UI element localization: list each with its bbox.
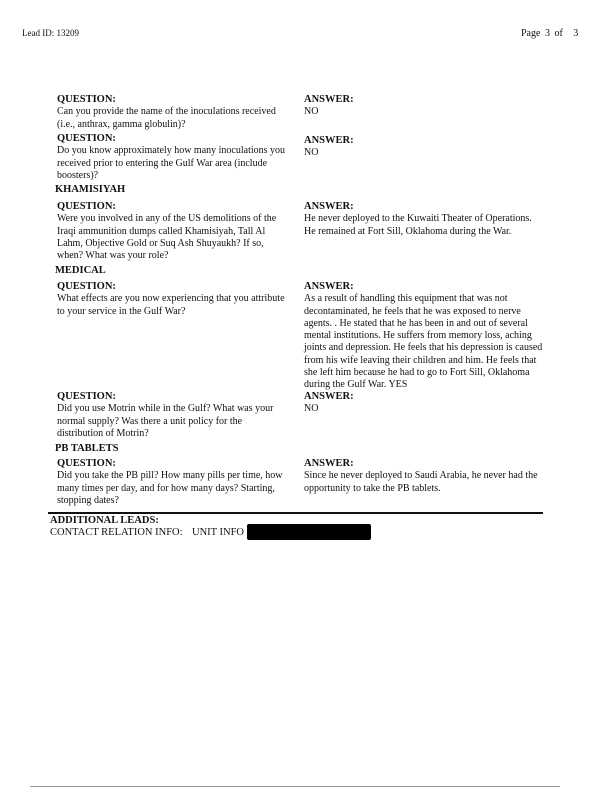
question-text: Do you know approximately how many inoculations you received prior to entering the Gulf War area (include boosters)? (57, 145, 286, 181)
page-of: of (554, 28, 563, 39)
page-total: 3 (573, 28, 579, 39)
answer-block-inoculation-names (304, 94, 544, 119)
question-label: QUESTION: (57, 391, 116, 402)
contact-relation-info: CONTACT RELATION INFO: (50, 527, 183, 538)
answer-text: As a result of handling this equipment that was not decontaminated, he feels that he was exposed to nerve agents. . He stated that he has been in and out of several mental institutions. He suffers from memory loss, aching joints and depression. He feels that his depression is caused from his wife leaving their children and him. He feels that she left him because he had to go to Fort Sill, Oklahoma during the Gulf War. YES (304, 293, 543, 391)
answer-label: ANSWER: (304, 94, 354, 105)
section-heading-pb-tablets: PB TABLETS (55, 443, 119, 454)
section-divider (48, 512, 543, 514)
answer-block-inoculation-count (304, 135, 544, 160)
answer-label: ANSWER: (304, 135, 354, 146)
answer-text: NO (304, 106, 319, 118)
page-number: 3 (544, 28, 550, 39)
answer-text: NO (304, 147, 319, 159)
question-text: Were you involved in any of the US demolitions of the Iraqi ammunition dumps called Khamisiyah, Tall Al Lahm, Objective Gold or Suq Ash Shuyaukh? If so, when? What was your role? (57, 213, 277, 262)
answer-block-effects (304, 281, 544, 392)
unit-info: UNIT INFO (192, 527, 245, 538)
lead-id: Lead ID: 13209 (22, 28, 79, 38)
question-text: Did you use Motrin while in the Gulf? What was your normal supply? Was there a unit policy for the distribution of Motrin? (57, 403, 274, 439)
question-block-inoculation-count (57, 133, 289, 182)
question-label: QUESTION: (57, 458, 116, 469)
question-block-demolitions (57, 201, 289, 262)
answer-block-demolitions (304, 201, 544, 238)
answer-label: ANSWER: (304, 281, 354, 292)
question-block-motrin (57, 391, 289, 440)
answer-text: He never deployed to the Kuwaiti Theater of Operations. He remained at Fort Sill, Oklahoma during the War. (304, 213, 532, 237)
answer-text: NO (304, 403, 319, 415)
redaction-bar (247, 524, 371, 540)
answer-block-pb-pill (304, 458, 544, 495)
question-block-pb-pill (57, 458, 289, 507)
page-label: Page (521, 28, 541, 39)
question-label: QUESTION: (57, 201, 116, 212)
question-label: QUESTION: (57, 133, 116, 144)
question-block-effects (57, 281, 289, 318)
answer-label: ANSWER: (304, 391, 354, 402)
section-heading-khamisiyah: KHAMISIYAH (55, 184, 126, 195)
bottom-edge-line (30, 786, 560, 787)
question-block-inoculation-names (57, 94, 289, 131)
page-indicator (521, 28, 578, 39)
question-label: QUESTION: (57, 281, 116, 292)
answer-block-motrin (304, 391, 544, 416)
additional-leads-heading: ADDITIONAL LEADS: (50, 515, 159, 526)
question-text: Did you take the PB pill? How many pills per time, how many times per day, and for how many days? Starting, stopping dates? (57, 470, 283, 506)
question-text: Can you provide the name of the inoculations received (i.e., anthrax, gamma globulin)? (57, 106, 276, 130)
question-text: What effects are you now experiencing that you attribute to your service in the Gulf War? (57, 293, 285, 317)
answer-text: Since he never deployed to Saudi Arabia, he never had the opportunity to take the PB tablets. (304, 470, 538, 494)
answer-label: ANSWER: (304, 201, 354, 212)
answer-label: ANSWER: (304, 458, 354, 469)
question-label: QUESTION: (57, 94, 116, 105)
section-heading-medical: MEDICAL (55, 265, 106, 276)
